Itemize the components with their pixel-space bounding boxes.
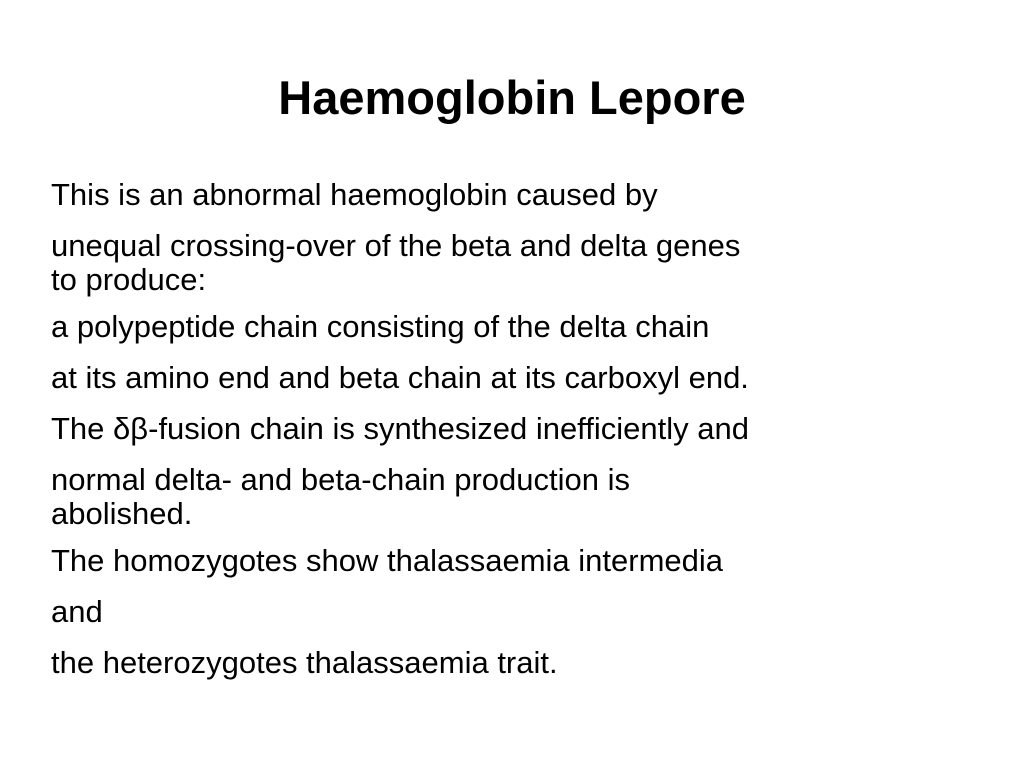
body-line: The δβ-fusion chain is synthesized inefficiently and bbox=[51, 411, 749, 446]
body-paragraph-9 bbox=[51, 644, 981, 682]
body-paragraph-3 bbox=[51, 308, 981, 346]
body-paragraph-2 bbox=[51, 227, 981, 295]
body-line: the heterozygotes thalassaemia trait. bbox=[51, 645, 558, 680]
body-line: abolished. bbox=[51, 496, 193, 531]
slide-title: Haemoglobin Lepore bbox=[278, 71, 746, 124]
body-line: The homozygotes show thalassaemia intermedia bbox=[51, 543, 724, 578]
body-paragraph-4 bbox=[51, 359, 981, 397]
body-line: at its amino end and beta chain at its carboxyl end. bbox=[51, 360, 749, 395]
body-paragraph-7 bbox=[51, 542, 981, 580]
body-line: a polypeptide chain consisting of the delta chain bbox=[51, 309, 710, 344]
body-line: and bbox=[51, 594, 103, 629]
body-line: This is an abnormal haemoglobin caused by bbox=[51, 177, 658, 212]
body-line: unequal crossing-over of the beta and delta genes bbox=[51, 228, 741, 263]
body-line: normal delta- and beta-chain production is bbox=[51, 462, 631, 497]
body-paragraph-8 bbox=[51, 593, 981, 631]
slide-body bbox=[51, 176, 981, 695]
body-paragraph-5 bbox=[51, 410, 981, 448]
body-paragraph-6 bbox=[51, 461, 981, 529]
body-line: to produce: bbox=[51, 262, 207, 297]
body-paragraph-1 bbox=[51, 176, 981, 214]
